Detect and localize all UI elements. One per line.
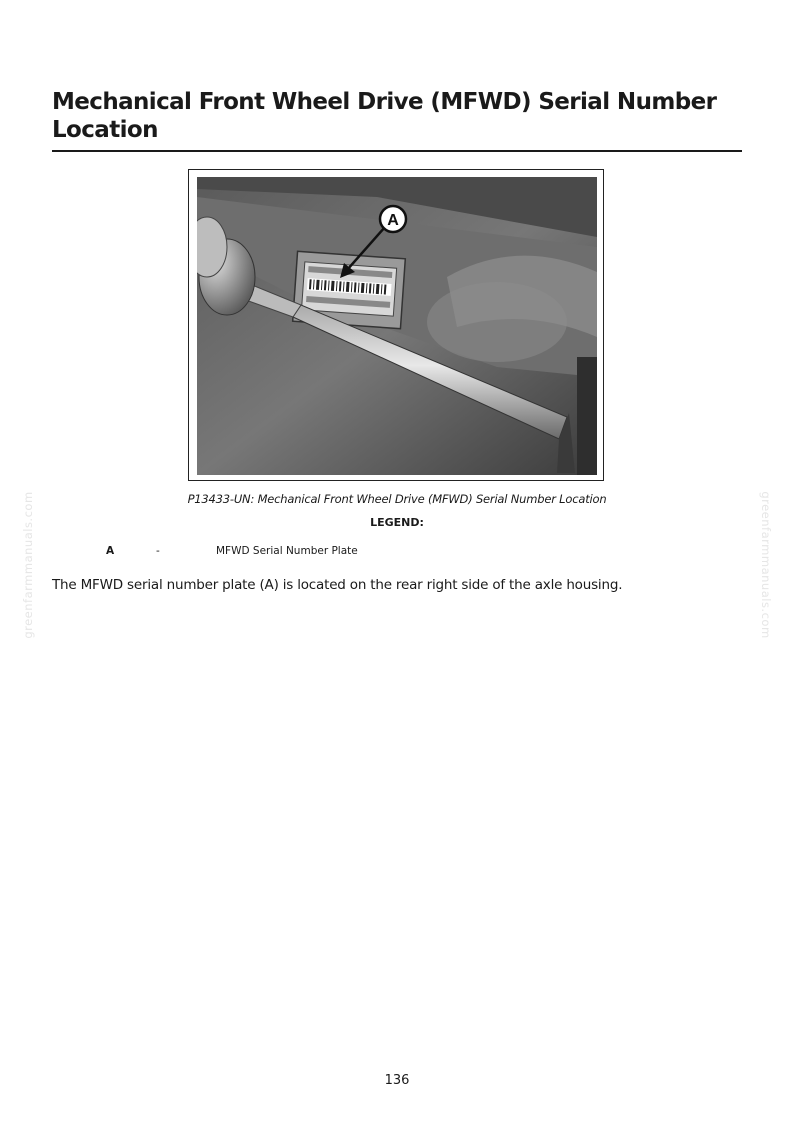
legend-heading: LEGEND: — [370, 516, 424, 529]
body-paragraph: The MFWD serial number plate (A) is located on the rear right side of the axle housing. — [52, 577, 623, 593]
axle-serial-plate-photo — [197, 177, 597, 475]
page-title: Mechanical Front Wheel Drive (MFWD) Serial Number Location — [52, 89, 717, 143]
figure-caption: P13433-UN: Mechanical Front Wheel Drive (MFWD) Serial Number Location — [187, 492, 607, 506]
callout-label-a: A — [387, 212, 399, 229]
legend-key: A — [106, 545, 115, 557]
page-number: 136 — [384, 1073, 410, 1088]
watermark-right: greenfarmmanuals.com — [759, 491, 773, 639]
title-divider — [52, 150, 742, 152]
figure-frame — [188, 169, 604, 481]
legend-separator: - — [156, 545, 160, 557]
legend-label: MFWD Serial Number Plate — [216, 545, 358, 557]
watermark-left: greenfarmmanuals.com — [21, 491, 35, 639]
